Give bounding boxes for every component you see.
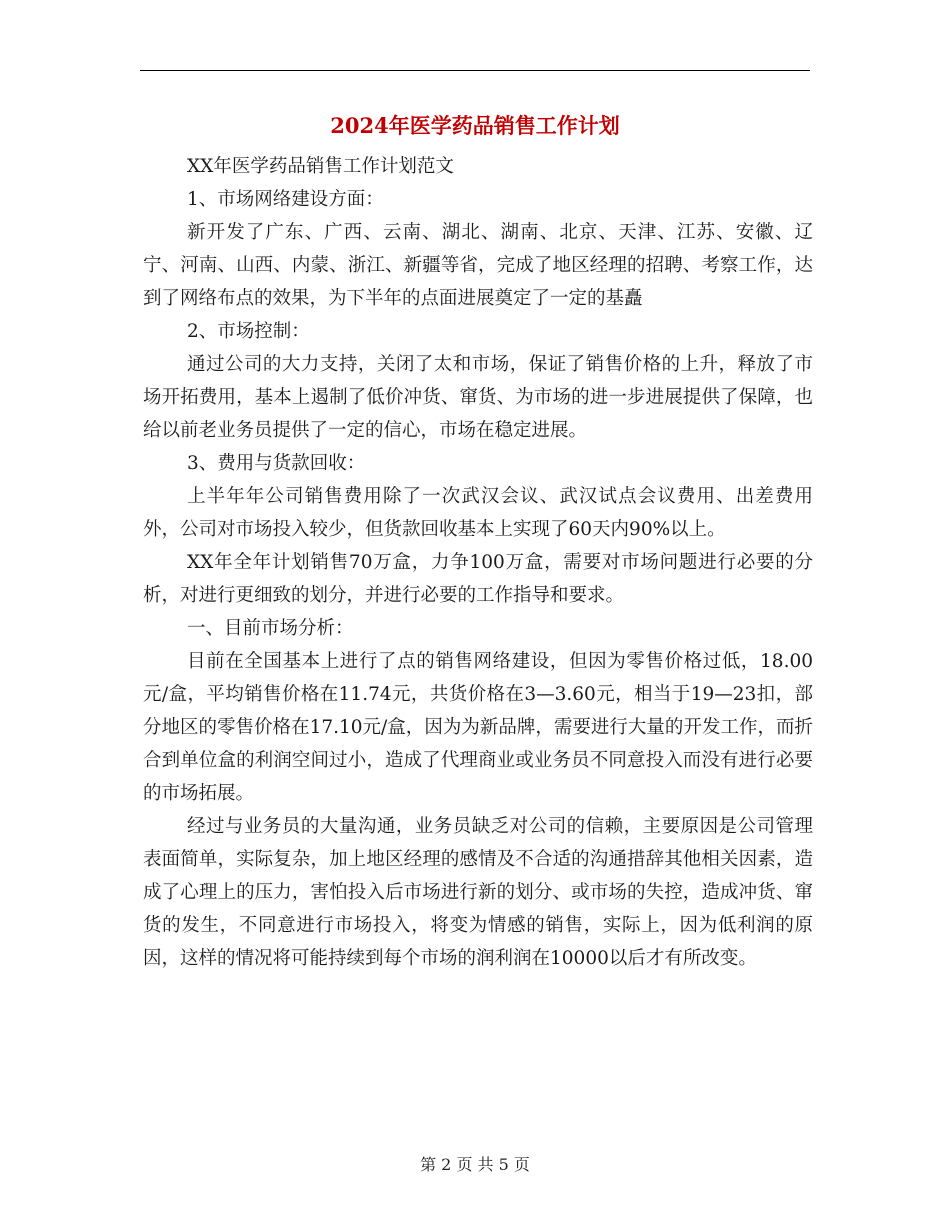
paragraph-costs: 上半年年公司销售费用除了一次武汉会议、武汉试点会议费用、出差费用外，公司对市场投入较少，但货款回收基本上实现了60天内90%以上。	[143, 486, 813, 540]
paragraph-heading-2: 2、市场控制：	[187, 321, 310, 342]
paragraph-heading-1: 1、市场网络建设方面：	[187, 189, 384, 210]
paragraph-market-analysis: 目前在全国基本上进行了点的销售网络建设，但因为零售价格过低，18.00元/盒，平均销售价格在11.74元，共货价格在3—3.60元，相当于19—23扣，部分地区的零售价格在17.10元/盒，因为为新品牌，需要进行大量的开发工作，而折合到单位盒的利润空间过小，造成了代理商业或业务员不同意投入而没有进行必要的市场拓展。	[143, 651, 813, 804]
document-title: 2024年医学药品销售工作计划	[330, 113, 620, 138]
page-number-footer: 第 2 页 共 5 页	[420, 1155, 530, 1174]
paragraph-heading-analysis: 一、目前市场分析：	[187, 618, 354, 639]
paragraph-control: 通过公司的大力支持，关闭了太和市场，保证了销售价格的上升，释放了市场开拓费用，基本上遏制了低价冲货、窜货、为市场的进一步进展提供了保障，也给以前老业务员提供了一定的信心，市场在稳定进展。	[143, 354, 813, 441]
paragraph-heading-3: 3、费用与货款回收：	[187, 453, 366, 474]
paragraph-communication: 经过与业务员的大量沟通，业务员缺乏对公司的信赖，主要原因是公司管理表面简单，实际复杂，加上地区经理的感情及不合适的沟通措辞其他相关因素，造成了心理上的压力，害怕投入后市场进行新的划分、或市场的失控，造成冲货、窜货的发生，不同意进行市场投入，将变为情感的销售，实际上，因为低利润的原因，这样的情况将可能持续到每个市场的润利润在10000以后才有所改变。	[143, 816, 813, 969]
document-body	[143, 150, 813, 975]
paragraph-subtitle: XX年医学药品销售工作计划范文	[187, 156, 454, 177]
paragraph-annual-plan: XX年全年计划销售70万盒，力争100万盒，需要对市场问题进行必要的分析，对进行更细致的划分，并进行必要的工作指导和要求。	[143, 552, 813, 606]
paragraph-network: 新开发了广东、广西、云南、湖北、湖南、北京、天津、江苏、安徽、辽宁、河南、山西、内蒙、浙江、新疆等省，完成了地区经理的招聘、考察工作，达到了网络布点的效果，为下半年的点面进展奠定了一定的基矗	[143, 222, 813, 309]
header-rule	[140, 70, 810, 71]
